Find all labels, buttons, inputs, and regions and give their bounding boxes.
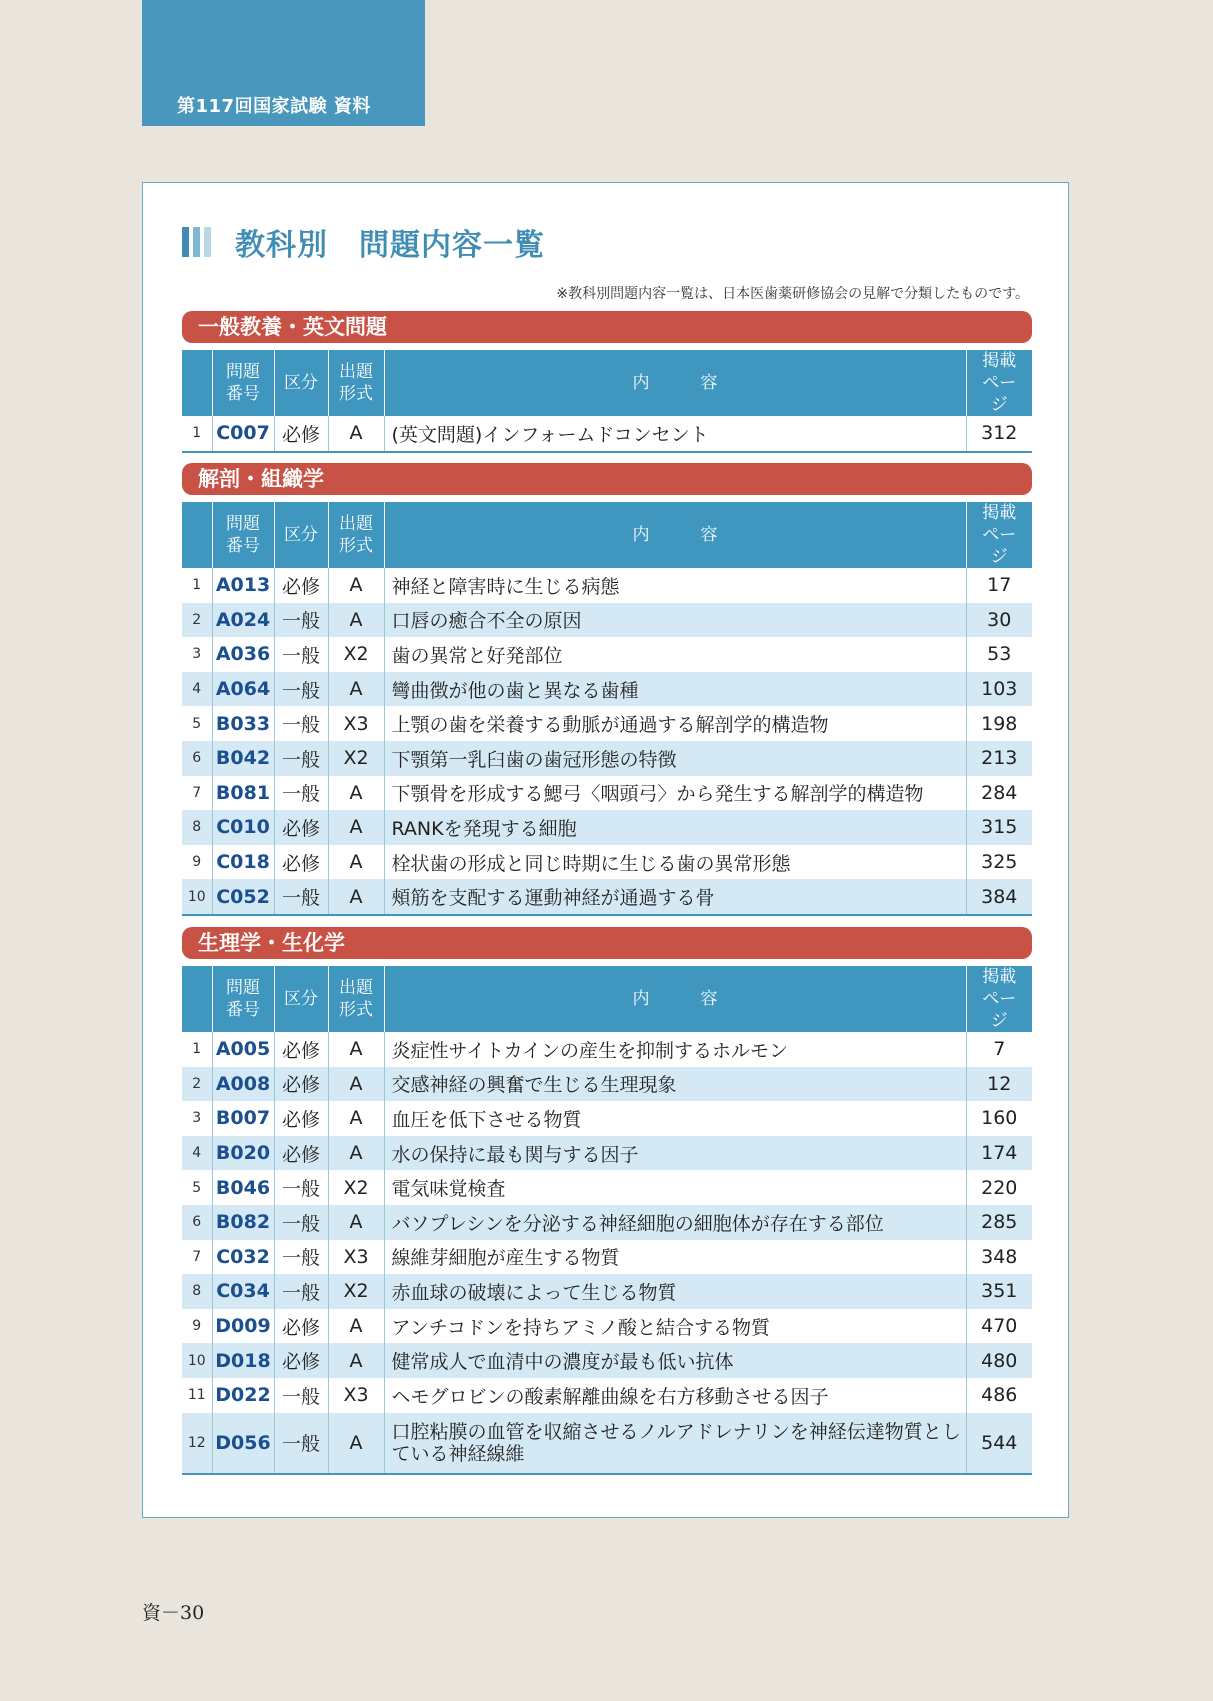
question-code: D018 — [212, 1343, 274, 1378]
question-category: 一般 — [274, 672, 328, 707]
question-category: 必修 — [274, 416, 328, 452]
question-format: X3 — [328, 1240, 384, 1275]
question-code: D022 — [212, 1378, 274, 1413]
question-category: 一般 — [274, 1413, 328, 1474]
table-row — [182, 603, 1032, 638]
question-format: A — [328, 568, 384, 603]
row-number: 9 — [192, 854, 202, 871]
question-code: B046 — [212, 1170, 274, 1205]
question-content: 下顎骨を形成する鰓弓〈咽頭弓〉から発生する解剖学的構造物 — [384, 776, 966, 811]
row-number: 10 — [182, 879, 212, 915]
table-row — [182, 637, 1032, 672]
question-format: X3 — [328, 1378, 384, 1413]
question-content: 歯の異常と好発部位 — [384, 637, 966, 672]
question-category: 必修 — [274, 1032, 328, 1067]
question-category: 一般 — [274, 1205, 328, 1240]
question-content: 頰筋を支配する運動神経が通過する骨 — [384, 879, 966, 915]
question-format: A — [328, 672, 384, 707]
column-no-header — [182, 502, 212, 568]
column-code-header: 問題番号 — [212, 966, 274, 1032]
question-format: A — [328, 1136, 384, 1171]
row-number: 2 — [182, 603, 212, 638]
page-reference: 284 — [966, 776, 1032, 811]
table-row — [182, 672, 1032, 707]
header-tab — [142, 0, 425, 126]
question-format: A — [328, 1309, 384, 1344]
question-code: C034 — [212, 1274, 274, 1309]
question-content: アンチコドンを持ちアミノ酸と結合する物質 — [384, 1309, 966, 1344]
page-reference: 12 — [966, 1067, 1032, 1102]
table-row — [182, 879, 1032, 915]
column-category-header: 区分 — [274, 502, 328, 568]
table-row — [182, 1378, 1032, 1413]
question-table — [182, 502, 1032, 916]
row-number: 10 — [182, 1343, 212, 1378]
question-category: 必修 — [274, 845, 328, 880]
question-content: 栓状歯の形成と同じ時期に生じる歯の異常形態 — [384, 845, 966, 880]
question-category: 一般 — [274, 1240, 328, 1275]
question-category: 一般 — [274, 741, 328, 776]
column-page-header: 掲載ページ — [966, 350, 1032, 416]
header-tab-label: 第117回国家試験 資料 — [177, 96, 371, 117]
question-format: X2 — [328, 741, 384, 776]
question-format: A — [328, 1032, 384, 1067]
table-row — [182, 776, 1032, 811]
question-content: バソプレシンを分泌する神経細胞の細胞体が存在する部位 — [384, 1205, 966, 1240]
question-content: 口腔粘膜の血管を収縮させるノルアドレナリンを神経伝達物質としている神経線維 — [384, 1413, 966, 1474]
column-page-header: 掲載ページ — [966, 502, 1032, 568]
subject-section — [182, 311, 1032, 453]
page-reference: 160 — [966, 1101, 1032, 1136]
row-number: 3 — [192, 646, 202, 663]
section-title: 一般教養・英文問題 — [182, 311, 1032, 343]
question-format: X3 — [328, 706, 384, 741]
column-no-header — [182, 966, 212, 1032]
page-reference: 7 — [966, 1032, 1032, 1067]
page-title-row — [182, 220, 545, 264]
section-title: 解剖・組織学 — [182, 463, 1032, 495]
question-code: C010 — [212, 810, 274, 845]
question-format: X2 — [328, 637, 384, 672]
question-category: 必修 — [274, 1343, 328, 1378]
page-reference: 17 — [966, 568, 1032, 603]
question-code: A036 — [212, 637, 274, 672]
question-category: 必修 — [274, 1309, 328, 1344]
table-row — [182, 1136, 1032, 1171]
question-category: 一般 — [274, 776, 328, 811]
page-reference: 30 — [966, 603, 1032, 638]
question-category: 一般 — [274, 879, 328, 915]
question-code: C052 — [212, 879, 274, 915]
column-content-header: 内 容 — [384, 966, 966, 1032]
question-category: 必修 — [274, 1136, 328, 1171]
page-reference: 480 — [966, 1343, 1032, 1378]
subject-section — [182, 927, 1032, 1475]
question-code: D009 — [212, 1309, 274, 1344]
table-row — [182, 416, 1032, 452]
question-category: 一般 — [274, 1274, 328, 1309]
column-content-header: 内 容 — [384, 350, 966, 416]
subject-section — [182, 463, 1032, 916]
column-category-header: 区分 — [274, 966, 328, 1032]
question-category: 必修 — [274, 568, 328, 603]
row-number: 11 — [187, 1387, 206, 1404]
question-code: A024 — [212, 603, 274, 638]
question-format: A — [328, 845, 384, 880]
page-reference: 325 — [966, 845, 1032, 880]
question-format: X2 — [328, 1274, 384, 1309]
page-reference: 213 — [966, 741, 1032, 776]
question-content: 健常成人で血清中の濃度が最も低い抗体 — [384, 1343, 966, 1378]
question-format: A — [328, 1067, 384, 1102]
question-format: X2 — [328, 1170, 384, 1205]
question-code: A005 — [212, 1032, 274, 1067]
question-format: A — [328, 1413, 384, 1474]
content-panel — [142, 182, 1069, 1518]
question-category: 一般 — [274, 706, 328, 741]
table-row — [182, 845, 1032, 880]
page-reference: 312 — [966, 416, 1032, 452]
classification-note: ※教科別問題内容一覧は、日本医歯薬研修協会の見解で分類したものです。 — [556, 286, 1029, 302]
row-number: 1 — [182, 416, 212, 452]
column-format-header: 出題形式 — [328, 966, 384, 1032]
page-number: 資－30 — [142, 1602, 205, 1624]
question-format: A — [328, 776, 384, 811]
table-row — [182, 706, 1032, 741]
question-content: 下顎第一乳臼歯の歯冠形態の特徴 — [384, 741, 966, 776]
question-code: B042 — [212, 741, 274, 776]
question-code: B033 — [212, 706, 274, 741]
question-category: 一般 — [274, 603, 328, 638]
table-row — [182, 1413, 1032, 1474]
table-row — [182, 810, 1032, 845]
question-format: A — [328, 1343, 384, 1378]
question-content: 炎症性サイトカインの産生を抑制するホルモン — [384, 1032, 966, 1067]
row-number: 1 — [192, 1041, 202, 1058]
question-content: 線維芽細胞が産生する物質 — [384, 1240, 966, 1275]
question-code: A008 — [212, 1067, 274, 1102]
column-category-header: 区分 — [274, 350, 328, 416]
question-code: B020 — [212, 1136, 274, 1171]
table-row — [182, 1170, 1032, 1205]
column-page-header: 掲載ページ — [966, 966, 1032, 1032]
question-code: B081 — [212, 776, 274, 811]
question-format: A — [328, 603, 384, 638]
question-code: B007 — [212, 1101, 274, 1136]
question-format: A — [328, 810, 384, 845]
page-reference: 53 — [966, 637, 1032, 672]
question-format: A — [328, 1101, 384, 1136]
row-number: 8 — [182, 1274, 212, 1309]
page-reference: 486 — [966, 1378, 1032, 1413]
question-content: 電気味覚検査 — [384, 1170, 966, 1205]
column-format-header: 出題形式 — [328, 350, 384, 416]
row-number: 7 — [192, 1248, 202, 1265]
question-content: ヘモグロビンの酸素解離曲線を右方移動させる因子 — [384, 1378, 966, 1413]
row-number: 3 — [192, 1110, 202, 1127]
question-content: 赤血球の破壊によって生じる物質 — [384, 1274, 966, 1309]
question-content: RANKを発現する細胞 — [384, 810, 966, 845]
question-category: 一般 — [274, 637, 328, 672]
question-format: A — [328, 1205, 384, 1240]
row-number: 8 — [182, 810, 212, 845]
table-row — [182, 1274, 1032, 1309]
question-category: 必修 — [274, 1101, 328, 1136]
question-category: 一般 — [274, 1170, 328, 1205]
table-row — [182, 741, 1032, 776]
table-header-row — [182, 966, 1032, 1032]
question-content: 口唇の癒合不全の原因 — [384, 603, 966, 638]
page-title: 教科別 問題内容一覧 — [235, 228, 545, 263]
question-category: 必修 — [274, 1067, 328, 1102]
table-header-row — [182, 502, 1032, 568]
question-format: A — [328, 416, 384, 452]
page-reference: 544 — [966, 1413, 1032, 1474]
question-content: 血圧を低下させる物質 — [384, 1101, 966, 1136]
column-no-header — [182, 350, 212, 416]
page-reference: 470 — [966, 1309, 1032, 1344]
question-code: D056 — [212, 1413, 274, 1474]
table-row — [182, 1101, 1032, 1136]
page-reference: 384 — [966, 879, 1032, 915]
column-code-header: 問題番号 — [212, 502, 274, 568]
question-code: A064 — [212, 672, 274, 707]
table-row — [182, 568, 1032, 603]
row-number: 9 — [192, 1318, 202, 1335]
table-header-row — [182, 350, 1032, 416]
question-code: C018 — [212, 845, 274, 880]
table-row — [182, 1205, 1032, 1240]
row-number: 6 — [182, 1205, 212, 1240]
table-row — [182, 1343, 1032, 1378]
row-number: 7 — [192, 784, 202, 801]
table-row — [182, 1240, 1032, 1275]
row-number: 12 — [182, 1413, 212, 1474]
table-row — [182, 1067, 1032, 1102]
question-table — [182, 350, 1032, 453]
question-content: 水の保持に最も関与する因子 — [384, 1136, 966, 1171]
question-format: A — [328, 879, 384, 915]
row-number: 5 — [192, 715, 202, 732]
row-number: 5 — [192, 1179, 202, 1196]
question-content: 上顎の歯を栄養する動脈が通過する解剖学的構造物 — [384, 706, 966, 741]
page-reference: 351 — [966, 1274, 1032, 1309]
page-reference: 348 — [966, 1240, 1032, 1275]
column-format-header: 出題形式 — [328, 502, 384, 568]
question-content: 彎曲徴が他の歯と異なる歯種 — [384, 672, 966, 707]
row-number: 6 — [182, 741, 212, 776]
question-category: 必修 — [274, 810, 328, 845]
page-reference: 174 — [966, 1136, 1032, 1171]
row-number: 4 — [182, 672, 212, 707]
column-content-header: 内 容 — [384, 502, 966, 568]
question-content: 神経と障害時に生じる病態 — [384, 568, 966, 603]
page-reference: 285 — [966, 1205, 1032, 1240]
row-number: 4 — [182, 1136, 212, 1171]
title-bars-icon — [182, 227, 211, 257]
table-row — [182, 1032, 1032, 1067]
page-reference: 103 — [966, 672, 1032, 707]
row-number: 2 — [182, 1067, 212, 1102]
table-row — [182, 1309, 1032, 1344]
question-table — [182, 966, 1032, 1475]
column-code-header: 問題番号 — [212, 350, 274, 416]
question-content: 交感神経の興奮で生じる生理現象 — [384, 1067, 966, 1102]
question-content: (英文問題)インフォームドコンセント — [384, 416, 966, 452]
question-code: C007 — [212, 416, 274, 452]
question-code: A013 — [212, 568, 274, 603]
page-reference: 198 — [966, 706, 1032, 741]
page-reference: 315 — [966, 810, 1032, 845]
question-category: 一般 — [274, 1378, 328, 1413]
question-code: C032 — [212, 1240, 274, 1275]
question-code: B082 — [212, 1205, 274, 1240]
page-reference: 220 — [966, 1170, 1032, 1205]
section-title: 生理学・生化学 — [182, 927, 1032, 959]
row-number: 1 — [192, 577, 202, 594]
